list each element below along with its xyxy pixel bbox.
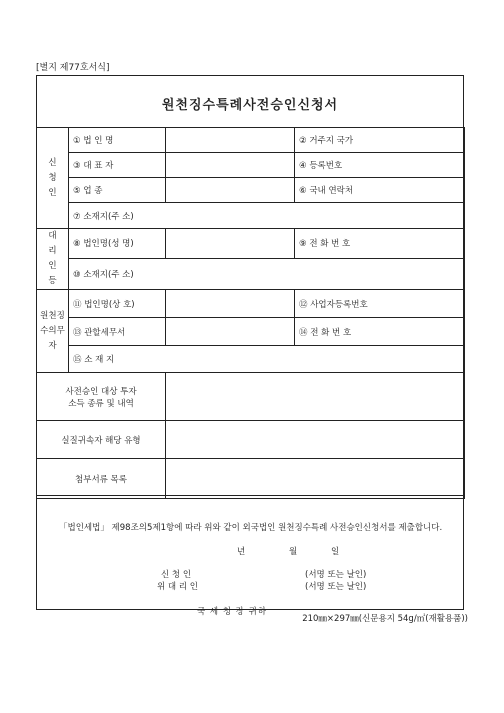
declaration-statement: 「법인세법」 제98조의5제1항에 따라 위와 같이 외국법인 원천징수특례 사전승인신청서를 제출합니다. [59, 523, 443, 533]
business-reg-no-field[interactable]: ⑫ 사업자등록번호 [295, 290, 465, 318]
declaration-section [36, 495, 464, 617]
registration-no-field[interactable]: ④ 등록번호 [295, 153, 465, 178]
corp-name-field[interactable] [166, 128, 295, 153]
applicant-group-label: 신 청 인 [37, 128, 69, 229]
agent-name-field[interactable] [166, 229, 295, 259]
tax-office-label: ⑬ 관할세무서 [69, 318, 166, 346]
withholder-location-field[interactable]: ⑮ 소 재 지 [69, 346, 465, 373]
date-day-label: 일 [331, 547, 340, 557]
withholder-name-field[interactable] [166, 290, 295, 318]
domestic-contact-field[interactable]: ⑥ 국내 연락처 [295, 178, 465, 203]
application-form [36, 75, 464, 496]
applicant-signature-label: 신 청 인 [161, 570, 192, 580]
paper-spec-label: 210㎜×297㎜(신문용지 54g/㎡(재활용품)) [302, 614, 468, 624]
withholder-group-label: 원천징 수의무 자 [37, 290, 69, 373]
form-title: 원천징수특례사전승인신청서 [161, 98, 339, 113]
residence-country-field[interactable]: ② 거주지 국가 [295, 128, 465, 153]
date-year-label: 년 [237, 547, 246, 557]
withholder-name-label: ⑪ 법인명(상 호) [69, 290, 166, 318]
corp-name-label: ① 법 인 명 [69, 128, 166, 153]
representative-field[interactable] [166, 153, 295, 178]
agent-name-label: ⑧ 법인명(성 명) [69, 229, 166, 259]
attachments-field[interactable] [166, 459, 465, 499]
beneficial-owner-label: 실질귀속자 해당 유형 [37, 421, 166, 459]
date-month-label: 월 [289, 547, 298, 557]
form-table [36, 127, 465, 499]
agent-signature-label: 위 대 리 인 [157, 582, 198, 592]
agent-group-label: 대 리 인 등 [37, 229, 69, 290]
tax-office-field[interactable] [166, 318, 295, 346]
representative-label: ③ 대 표 자 [69, 153, 166, 178]
business-type-field[interactable] [166, 178, 295, 203]
beneficial-owner-field[interactable] [166, 421, 465, 459]
income-type-label: 사전승인 대상 투자 소득 종류 및 내역 [37, 373, 166, 421]
agent-phone-field[interactable]: ⑨ 전 화 번 호 [295, 229, 465, 259]
income-type-field[interactable] [166, 373, 465, 421]
agent-signature-field[interactable]: (서명 또는 날인) [305, 582, 367, 592]
applicant-signature-field[interactable]: (서명 또는 날인) [305, 570, 367, 580]
agent-address-field[interactable]: ⑩ 소재지(주 소) [69, 258, 465, 289]
business-type-label: ⑤ 업 종 [69, 178, 166, 203]
applicant-address-field[interactable]: ⑦ 소재지(주 소) [69, 203, 465, 229]
attachments-label: 첨부서류 목록 [37, 459, 166, 499]
withholder-phone-field[interactable]: ⑭ 전 화 번 호 [295, 318, 465, 346]
form-number-label: [별지 제77호서식] [36, 63, 110, 73]
addressee-label: 국 세 청 장 귀하 [197, 607, 268, 617]
